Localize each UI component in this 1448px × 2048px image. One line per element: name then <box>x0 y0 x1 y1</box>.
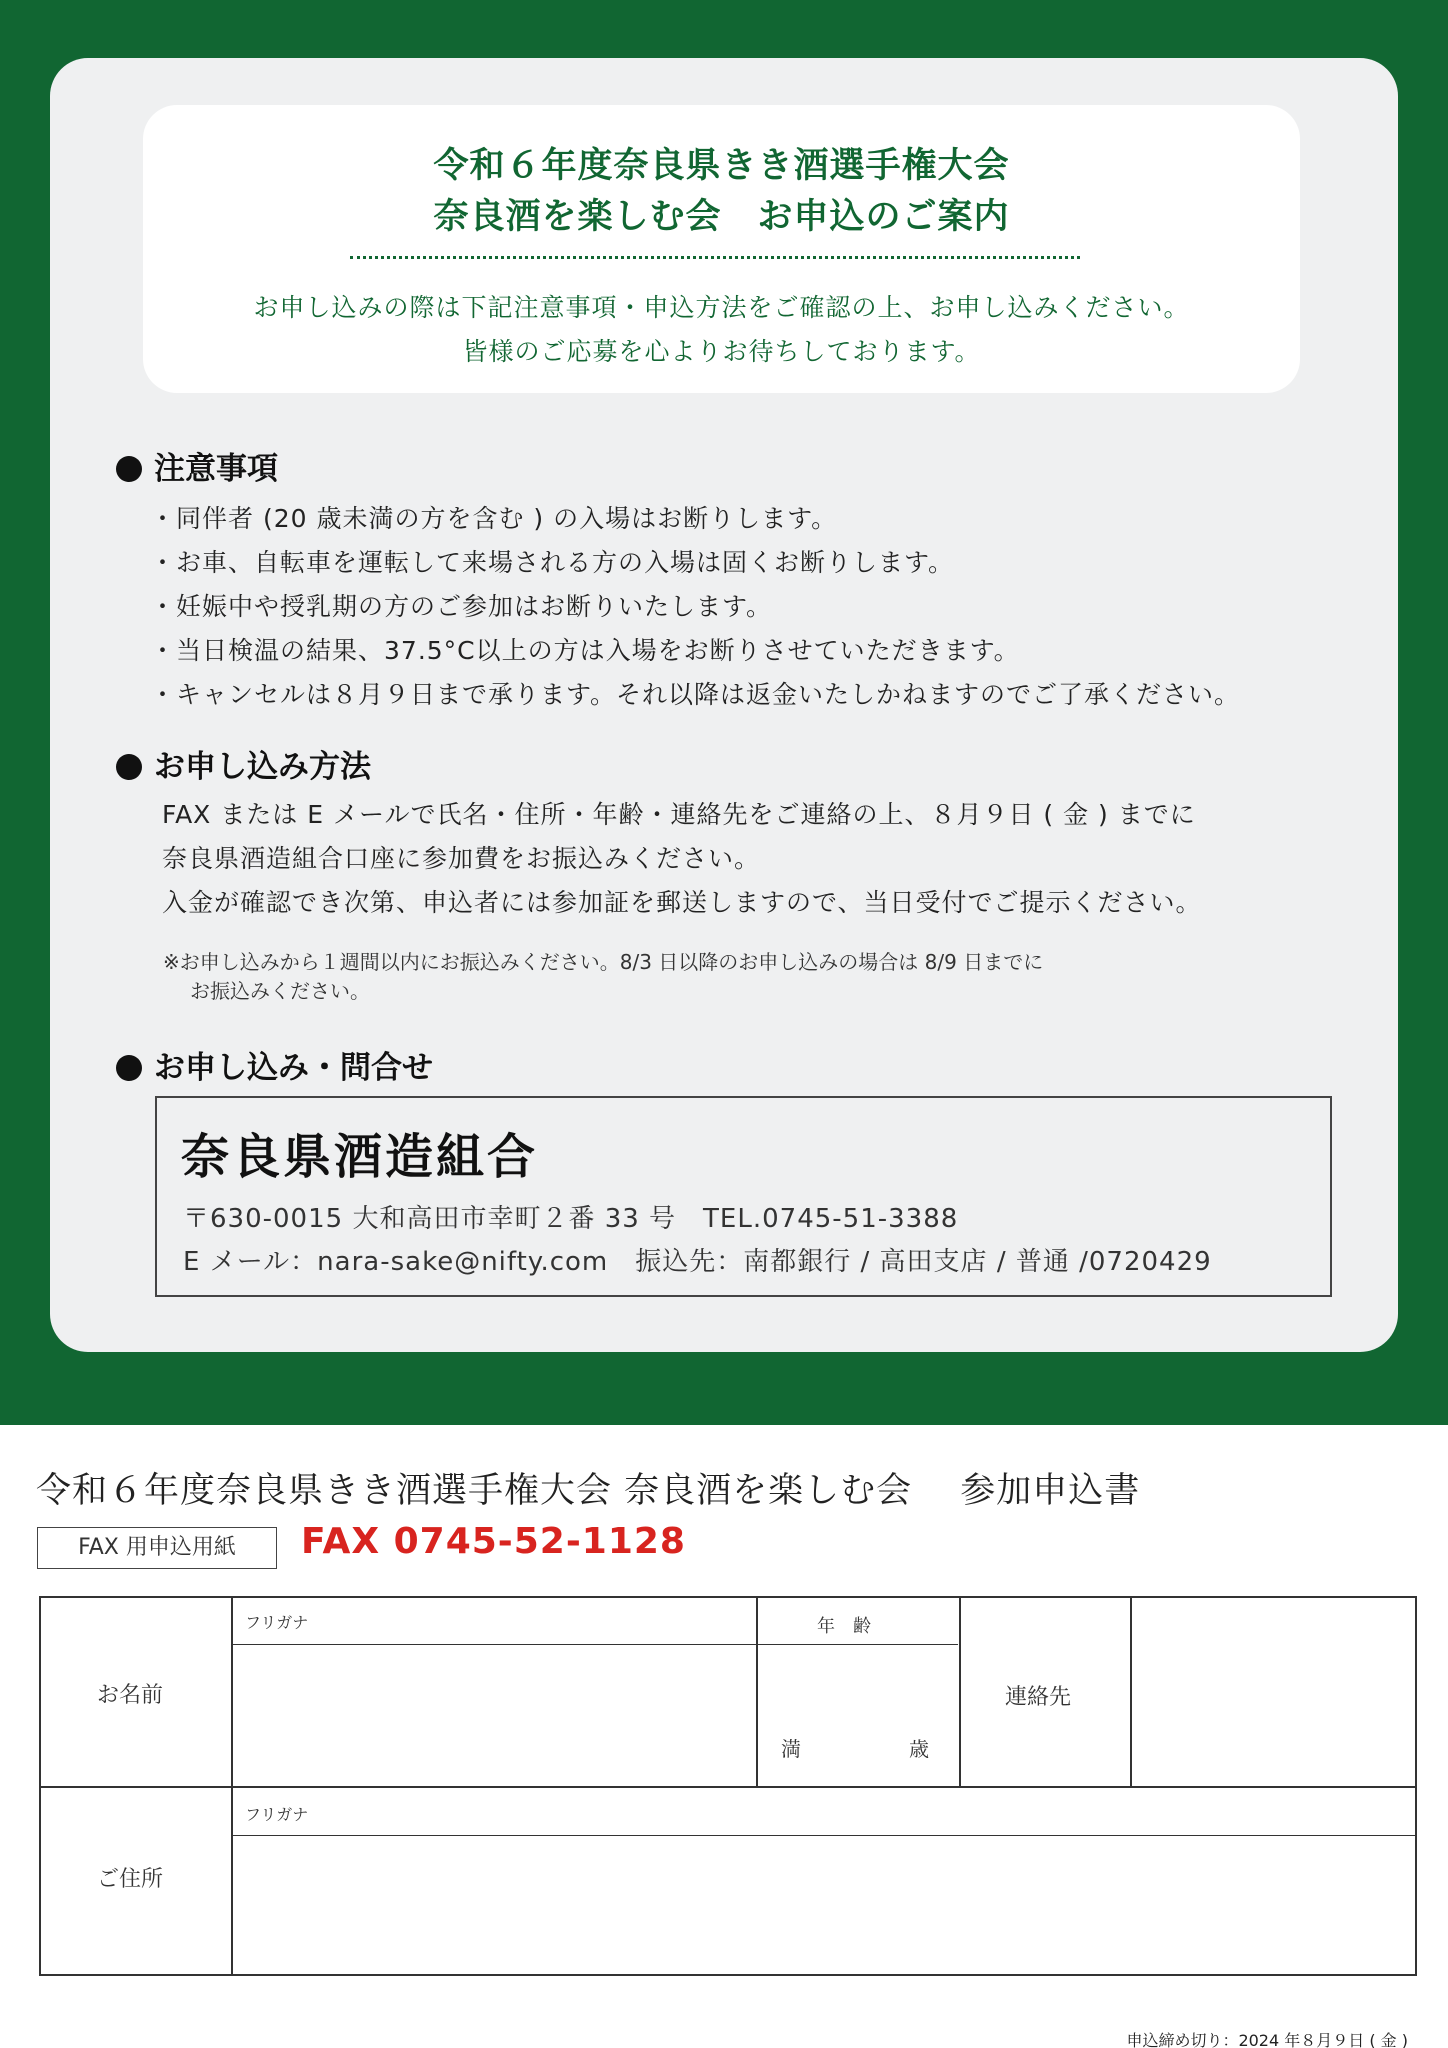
furigana-label: フリガナ <box>245 1613 309 1632</box>
email-line: E メール：nara-sake@nifty.com 振込先：南都銀行 / 高田支店 / 普通 /0720429 <box>183 1247 1212 1277</box>
notes-heading: 注意事項 <box>116 443 278 488</box>
method-line: 奈良県酒造組合口座に参加費をお振込みください。 <box>162 844 761 873</box>
method-line: 入金が確認でき次第、申込者には参加証を郵送しますので、当日受付でご提示ください。 <box>162 888 1202 917</box>
name-label: お名前 <box>97 1683 164 1708</box>
event-subtitle: 奈良酒を楽しむ会 お申込のご案内 <box>433 197 1010 237</box>
list-item: ・ キャンセルは８月９日まで承ります。それ以降は返金いたしかねますのでご了承ください。 <box>150 673 1240 717</box>
event-title: 令和６年度奈良県きき酒選手権大会 <box>433 146 1010 186</box>
address-field[interactable] <box>246 1842 1411 1970</box>
header-card <box>143 105 1300 393</box>
contact-field[interactable] <box>1135 1600 1413 1784</box>
fax-form-label: FAX 用申込用紙 <box>37 1527 277 1569</box>
footnote: ※お申し込みから１週間以内にお振込みください。8/3 日以降のお申し込みの場合は 8/9 日までに お振込みください。 <box>163 950 1044 1003</box>
age-label: 年 齢 <box>817 1616 871 1637</box>
application-form-table <box>39 1596 1417 1976</box>
method-line: FAX または E メールで氏名・住所・年齢・連絡先をご連絡の上、８月９日 ( 金 ) までに <box>162 800 1196 829</box>
notes-list <box>150 497 1240 717</box>
fax-number: FAX 0745-52-1128 <box>301 1521 686 1562</box>
bullet-icon <box>116 754 142 780</box>
intro-text: お申し込みの際は下記注意事項・申込方法をご確認の上、お申し込みください。 <box>253 293 1190 322</box>
age-field[interactable] <box>761 1648 957 1728</box>
contact-label: 連絡先 <box>1005 1685 1072 1710</box>
list-item: ・ お車、自転車を運転して来場される方の入場は固くお断りします。 <box>150 541 1240 585</box>
contact-box <box>155 1096 1332 1297</box>
deadline-text: 申込締め切り：2024 年８月９日 ( 金 ) <box>1126 2031 1408 2048</box>
dotted-divider <box>350 256 1080 259</box>
age-prefix: 満 <box>781 1737 801 1761</box>
intro-text: 皆様のご応募を心よりお待ちしております。 <box>462 337 981 366</box>
list-item: ・ 当日検温の結果、37.5°C以上の方は入場をお断りさせていただきます。 <box>150 629 1240 673</box>
org-name: 奈良県酒造組合 <box>181 1129 539 1185</box>
list-item: ・ 同伴者 (20 歳未満の方を含む ) の入場はお断りします。 <box>150 497 1240 541</box>
method-text <box>162 793 1202 925</box>
list-item: ・ 妊娠中や授乳期の方のご参加はお断りいたします。 <box>150 585 1240 629</box>
age-unit: 歳 <box>909 1737 929 1761</box>
address-line: 〒630-0015 大和高田市幸町２番 33 号 TEL.0745-51-3388 <box>183 1204 959 1234</box>
name-field[interactable] <box>246 1652 756 1784</box>
address-label: ご住所 <box>97 1867 164 1892</box>
furigana-label: フリガナ <box>245 1805 309 1824</box>
bullet-icon <box>116 1055 142 1081</box>
method-heading: お申し込み方法 <box>116 741 371 786</box>
contact-heading: お申し込み・問合せ <box>116 1042 433 1087</box>
bullet-icon <box>116 456 142 482</box>
form-title: 令和６年度奈良県きき酒選手権大会 奈良酒を楽しむ会 参加申込書 <box>36 1471 1141 1511</box>
